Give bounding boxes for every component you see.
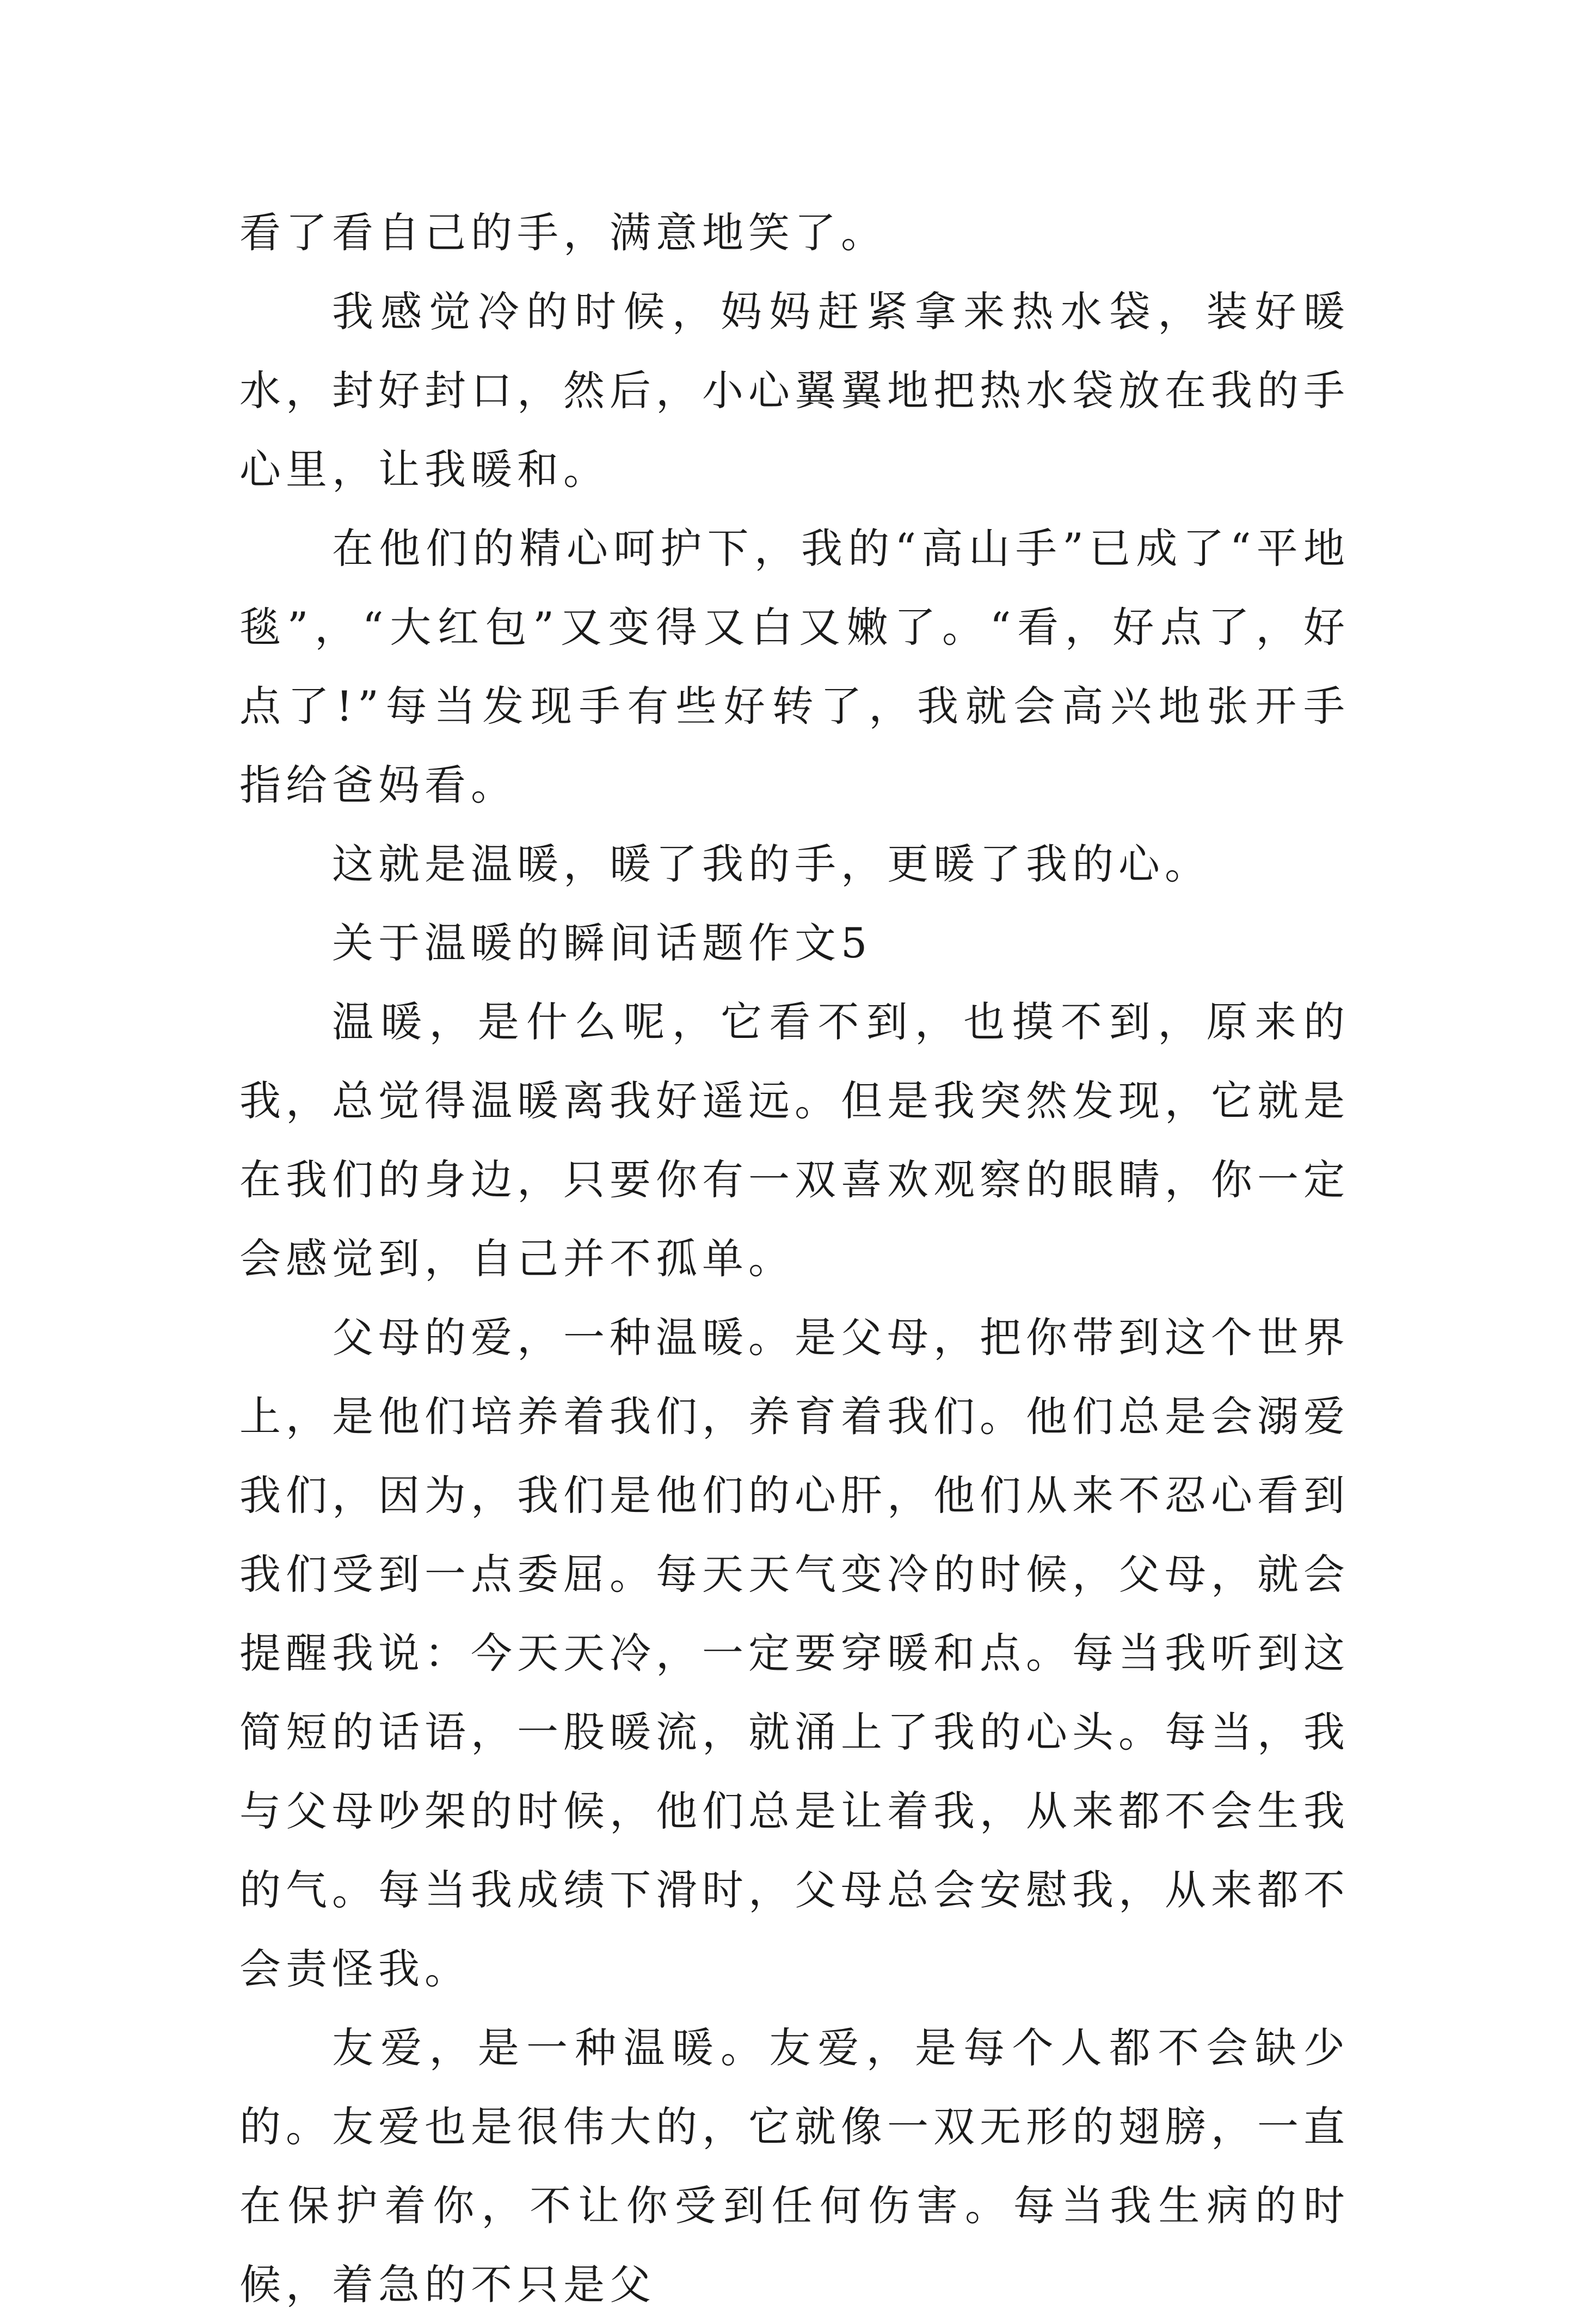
paragraph-7: 友爱，是一种温暖。友爱，是每个人都不会缺少的。友爱也是很伟大的，它就像一双无形的翅膀，一直在保护着你，不让你受到任何伤害。每当我生病的时候，着急的不只是父 <box>239 2024 1350 2309</box>
paragraph-4: 这就是温暖，暖了我的手，更暖了我的心。 <box>332 840 1211 888</box>
paragraph-2: 我感觉冷的时候，妈妈赶紧拿来热水袋，装好暖水，封好封口，然后，小心翼翼地把热水袋放在我的手心里，让我暖和。 <box>239 287 1350 494</box>
document-body <box>239 193 1350 2324</box>
paragraph-1: 看了看自己的手，满意地笑了。 <box>239 208 887 257</box>
paragraph-3: 在他们的精心呵护下，我的“高山手”已成了“平地毯”，“大红包”又变得又白又嫩了。“看，好点了，好点了!”每当发现手有些好转了，我就会高兴地张开手指给爸妈看。 <box>239 524 1350 809</box>
section-heading: 关于温暖的瞬间话题作文5 <box>332 919 872 967</box>
paragraph-5: 温暖，是什么呢，它看不到，也摸不到，原来的我，总觉得温暖离我好遥远。但是我突然发现，它就是在我们的身边，只要你有一双喜欢观察的眼睛，你一定会感觉到，自己并不孤单。 <box>239 998 1350 1283</box>
paragraph-6: 父母的爱，一种温暖。是父母，把你带到这个世界上，是他们培养着我们，养育着我们。他们总是会溺爱我们，因为，我们是他们的心肝，他们从来不忍心看到我们受到一点委屈。每天天气变冷的时候，父母，就会提醒我说：今天天冷，一定要穿暖和点。每当我听到这简短的话语，一股暖流，就涌上了我的心头。每当，我与父母吵架的时候，他们总是让着我，从来都不会生我的气。每当我成绩下滑时，父母总会安慰我，从来都不会责怪我。 <box>239 1313 1350 1993</box>
